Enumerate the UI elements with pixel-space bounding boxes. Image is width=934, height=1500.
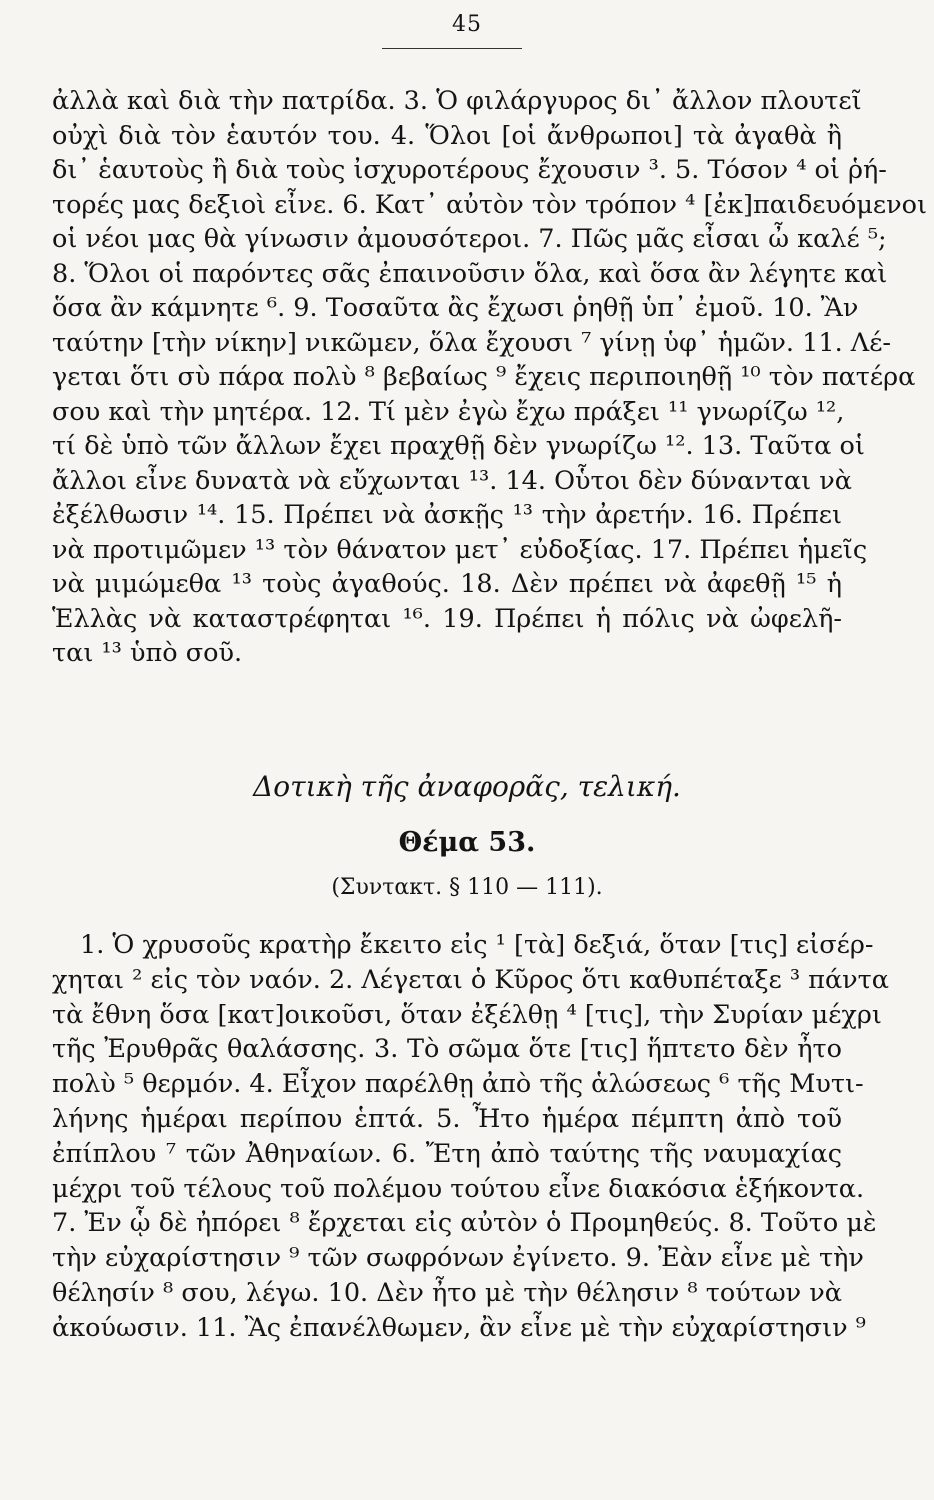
text-line: ταύτην [τὴν νίκην] νικῶμεν, ὅλα ἔχουσι ⁷ γίνῃ ὑφ᾽ ἡμῶν. 11. Λέ- xyxy=(52,327,892,358)
text-line: οὐχὶ διὰ τὸν ἑαυτόν του. 4. Ὅλοι [οἱ ἄνθρωποι] τὰ ἀγαθὰ ἢ xyxy=(52,120,842,151)
text-line: 7. Ἐν ᾧ δὲ ἠπόρει ⁸ ἔρχεται εἰς αὐτὸν ὁ Προμηθεύς. 8. Τοῦτο μὲ xyxy=(52,1208,877,1239)
text-line: θέλησίν ⁸ σου, λέγω. 10. Δὲν ἦτο μὲ τὴν θέλησιν ⁸ τούτων νὰ xyxy=(52,1277,842,1308)
exercise-text-block-1 xyxy=(52,84,927,671)
text-line: γεται ὅτι σὺ πάρα πολὺ ⁸ βεβαίως ⁹ ἔχεις περιποιηθῇ ¹⁰ τὸν πατέρα xyxy=(52,362,916,392)
text-line: οἱ νέοι μας θὰ γίνωσιν ἀμουσότεροι. 7. Πῶς μᾶς εἶσαι ὦ καλέ ⁵; xyxy=(52,224,887,254)
text-line: μέχρι τοῦ τέλους τοῦ πολέμου τούτου εἶνε διακόσια ἑξήκοντα. xyxy=(52,1173,865,1204)
text-line: ται ¹³ ὑπὸ σοῦ. xyxy=(52,638,243,668)
text-line: ἄλλοι εἶνε δυνατὰ νὰ εὔχωνται ¹³. 14. Οὗτοι δὲν δύνανται νὰ xyxy=(52,465,852,496)
text-line: 1. Ὁ χρυσοῦς κρατὴρ ἔκειτο εἰς ¹ [τὰ] δεξιά, ὅταν [τις] εἰσέρ- xyxy=(80,930,874,960)
text-line: δι᾽ ἑαυτοὺς ἢ διὰ τοὺς ἰσχυροτέρους ἔχουσιν ³. 5. Τόσον ⁴ οἱ ῥή- xyxy=(52,155,887,185)
text-line: ἀκούωσιν. 11. Ἂς ἐπανέλθωμεν, ἂν εἶνε μὲ τὴν εὐχαρίστησιν ⁹ xyxy=(52,1312,866,1343)
exercise-title: Θέμα 53. xyxy=(398,827,536,858)
text-line: τορές μας δεξιοὶ εἶνε. 6. Κατ᾽ αὐτὸν τὸν τρόπον ⁴ [ἐκ]παιδευόμενοι xyxy=(52,189,927,220)
text-line: 8. Ὅλοι οἱ παρόντες σᾶς ἐπαινοῦσιν ὅλα, καὶ ὅσα ἂν λέγητε καὶ xyxy=(52,258,888,289)
text-line: πολὺ ⁵ θερμόν. 4. Εἶχον παρέλθῃ ἀπὸ τῆς ἁλώσεως ⁶ τῆς Μυτι- xyxy=(52,1069,864,1100)
text-line: τὰ ἔθνη ὅσα [κατ]οικοῦσι, ὅταν ἐξέλθῃ ⁴ [τις], τὴν Συρίαν μέχρι xyxy=(52,999,882,1030)
text-line: τί δὲ ὑπὸ τῶν ἄλλων ἔχει πραχθῇ δὲν γνωρίζω ¹². 13. Ταῦτα οἱ xyxy=(52,431,865,461)
text-line: χηται ² εἰς τὸν ναόν. 2. Λέγεται ὁ Κῦρος ὅτι καθυπέταξε ³ πάντα xyxy=(52,964,889,995)
header-rule xyxy=(382,48,522,49)
text-line: ὅσα ἂν κάμνητε ⁶. 9. Τοσαῦτα ἂς ἔχωσι ῥηθῇ ὑπ᾽ ἐμοῦ. 10. Ἂν xyxy=(52,293,859,323)
text-line: τῆς Ἐρυθρᾶς θαλάσσης. 3. Τὸ σῶμα ὅτε [τις] ἥπτετο δὲν ἦτο xyxy=(52,1034,842,1065)
section-heading: Δοτικὴ τῆς ἀναφορᾶς, τελική. xyxy=(253,770,681,803)
text-line: σου καὶ τὴν μητέρα. 12. Τί μὲν ἐγὼ ἔχω πράξει ¹¹ γνωρίζω ¹², xyxy=(52,396,845,427)
page-number: 45 xyxy=(452,12,482,37)
syntax-reference: (Συντακτ. § 110 — 111). xyxy=(331,875,603,900)
text-line: νὰ προτιμῶμεν ¹³ τὸν θάνατον μετ᾽ εὐδοξίας. 17. Πρέπει ἡμεῖς xyxy=(52,534,868,565)
text-line: Ἑλλὰς νὰ καταστρέφηται ¹⁶. 19. Πρέπει ἡ πόλις νὰ ὠφελῆ- xyxy=(52,603,842,634)
exercise-text-block-2 xyxy=(52,928,889,1346)
text-line: νὰ μιμώμεθα ¹³ τοὺς ἀγαθούς. 18. Δὲν πρέπει νὰ ἀφεθῇ ¹⁵ ἡ xyxy=(52,569,842,599)
text-line: λήνης ἡμέραι περίπου ἑπτά. 5. Ἦτο ἡμέρα πέμπτη ἀπὸ τοῦ xyxy=(52,1103,842,1134)
text-line: τὴν εὐχαρίστησιν ⁹ τῶν σωφρόνων ἐγίνετο. 9. Ἐὰν εἶνε μὲ τὴν xyxy=(52,1243,864,1274)
text-line: ἐπίπλου ⁷ τῶν Ἀθηναίων. 6. Ἔτη ἀπὸ ταύτης τῆς ναυμαχίας xyxy=(52,1138,842,1169)
text-line: ἐξέλθωσιν ¹⁴. 15. Πρέπει νὰ ἀσκῇς ¹³ τὴν ἀρετήν. 16. Πρέπει xyxy=(52,500,842,530)
text-line: ἀλλὰ καὶ διὰ τὴν πατρίδα. 3. Ὁ φιλάργυρος δι᾽ ἄλλον πλουτεῖ xyxy=(52,86,862,116)
